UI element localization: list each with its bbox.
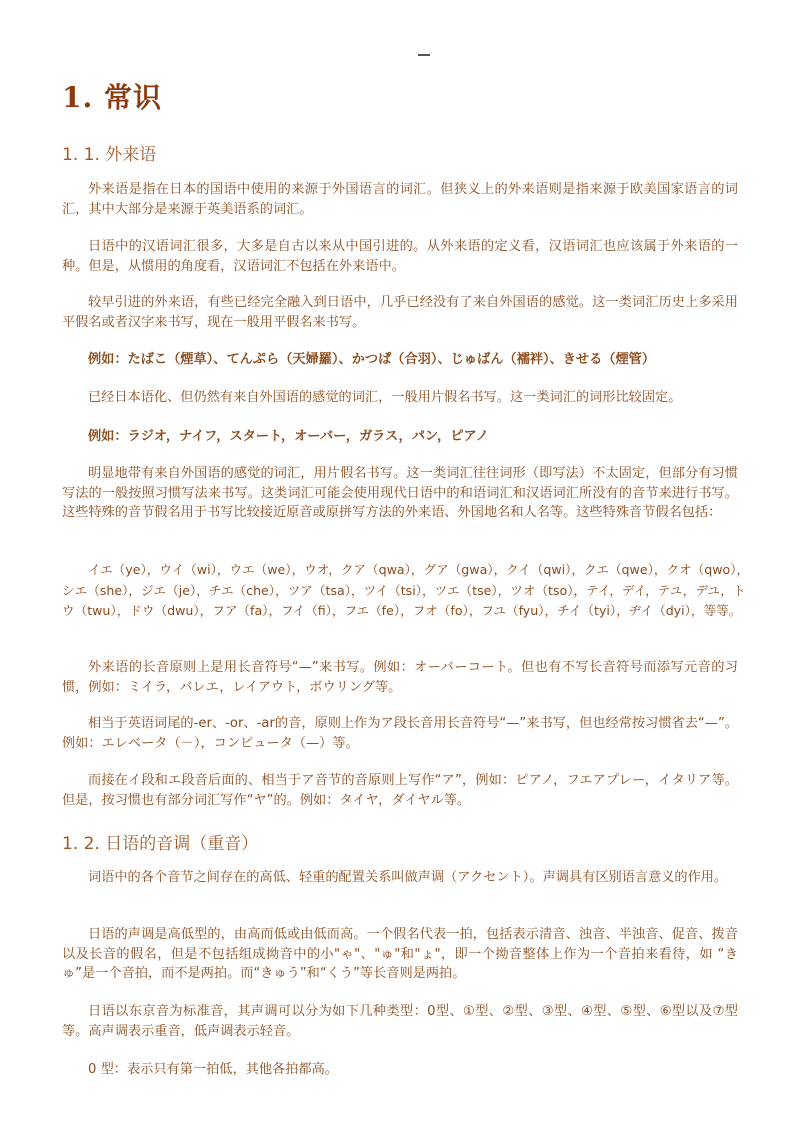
- example-line: 例如：ラジオ，ナイフ，スタート，オーバー，ガラス，パン，ピアノ: [88, 429, 489, 444]
- paragraph: 较早引进的外来语，有些已经完全融入到日语中，几乎已经没有了来自外国语的感觉。这一类词汇历史上多采用平假名或者汉字来书写，现在一般用平假名来书写。: [62, 295, 738, 330]
- section-heading-loanwords: 1. 1. 外来语: [62, 145, 157, 165]
- paragraph: 日语的声调是高低型的，由高而低或由低而高。一个假名代表一拍，包括表示清音、浊音、半浊音、促音、拨音以及长音的假名，但是不包括组成拗音中的小"ゃ"、"ゅ"和"ょ"，即一个拗音整体上作为一个音拍来看待，如 “きゅ”是一个音拍，而不是两拍。而“きゅう”和“くう”等长音则是两拍。: [62, 927, 738, 981]
- section-heading-pitch-accent: 1. 2. 日语的音调（重音）: [62, 834, 259, 854]
- paragraph: 而接在イ段和エ段音后面的、相当于ア音节的音原则上写作“ア”，例如：ピアノ，フエアプレー，イタリア等。但是，按习惯也有部分词汇写作“ヤ”的。例如：タイヤ，ダイヤル等。: [62, 773, 738, 808]
- page-title: 1. 常识: [62, 81, 162, 114]
- header-mark: [418, 54, 430, 56]
- paragraph: 日语中的汉语词汇很多，大多是自古以来从中国引进的。从外来语的定义看，汉语词汇也应该属于外来语的一种。但是，从惯用的角度看，汉语词汇不包括在外来语中。: [62, 239, 738, 274]
- paragraph: 相当于英语词尾的-er、-or、-ar的音，原则上作为ア段长音用长音符号“—”来书写，但也经常按习惯省去“—”。例如：エレベータ（－），コンピュータ（—）等。: [62, 716, 738, 751]
- paragraph: 0 型：表示只有第一拍低，其他各拍都高。: [88, 1062, 338, 1077]
- paragraph: 外来语是指在日本的国语中使用的来源于外国语言的词汇。但狭义上的外来语则是指来源于欧美国家语言的词汇，其中大部分是来源于英美语系的词汇。: [62, 182, 738, 217]
- paragraph: 已经日本语化、但仍然有来自外国语的感觉的词汇，一般用片假名书写。这一类词汇的词形比较固定。: [88, 390, 682, 405]
- paragraph: 日语以东京音为标准音，其声调可以分为如下几种类型：0型、①型、②型、③型、④型、⑤型、⑥型以及⑦型等。高声调表示重音，低声调表示轻音。: [62, 1004, 738, 1039]
- special-kana-list: イエ（ye），ウイ（wi），ウエ（we），ウオ，クア（qwa），グア（gwa），クイ（qwi），クエ（qwe），クオ（qwo），シエ（she），ジエ（je），チエ（che），ツア（tsa），ツイ（tsi），ツエ（tse），ツオ（tso），テイ，デイ，テユ，デユ，トウ（twu），ドウ（dwu），フア（fa），フイ（fi），フエ（fe），フオ（fo），フユ（fyu），チイ（tyi），ヂイ（dyi），等等。: [62, 562, 750, 618]
- paragraph: 明显地带有来自外国语的感觉的词汇，用片假名书写。这一类词汇往往词形（即写法）不太固定，但部分有习惯写法的一般按照习惯写法来书写。这类词汇可能会使用现代日语中的和语词汇和汉语词汇所没有的音节来进行书写。这些特殊的音节假名用于书写比较接近原音或原拼写方法的外来语、外国地名和人名等。这些特殊音节假名包括：: [62, 466, 738, 520]
- paragraph: 外来语的长音原则上是用长音符号“—”来书写。例如：オーバーコート。但也有不写长音符号而添写元音的习惯，例如：ミイラ，バレエ，レイアウト，ボウリング等。: [62, 660, 738, 695]
- paragraph: 词语中的各个音节之间存在的高低、轻重的配置关系叫做声调（アクセント）。声调具有区别语言意义的作用。: [88, 870, 728, 885]
- example-line: 例如：たばこ（煙草）、てんぷら（天婦羅）、かつぱ（合羽）、じゅばん（襦袢）、きせる（煙管）: [88, 352, 656, 367]
